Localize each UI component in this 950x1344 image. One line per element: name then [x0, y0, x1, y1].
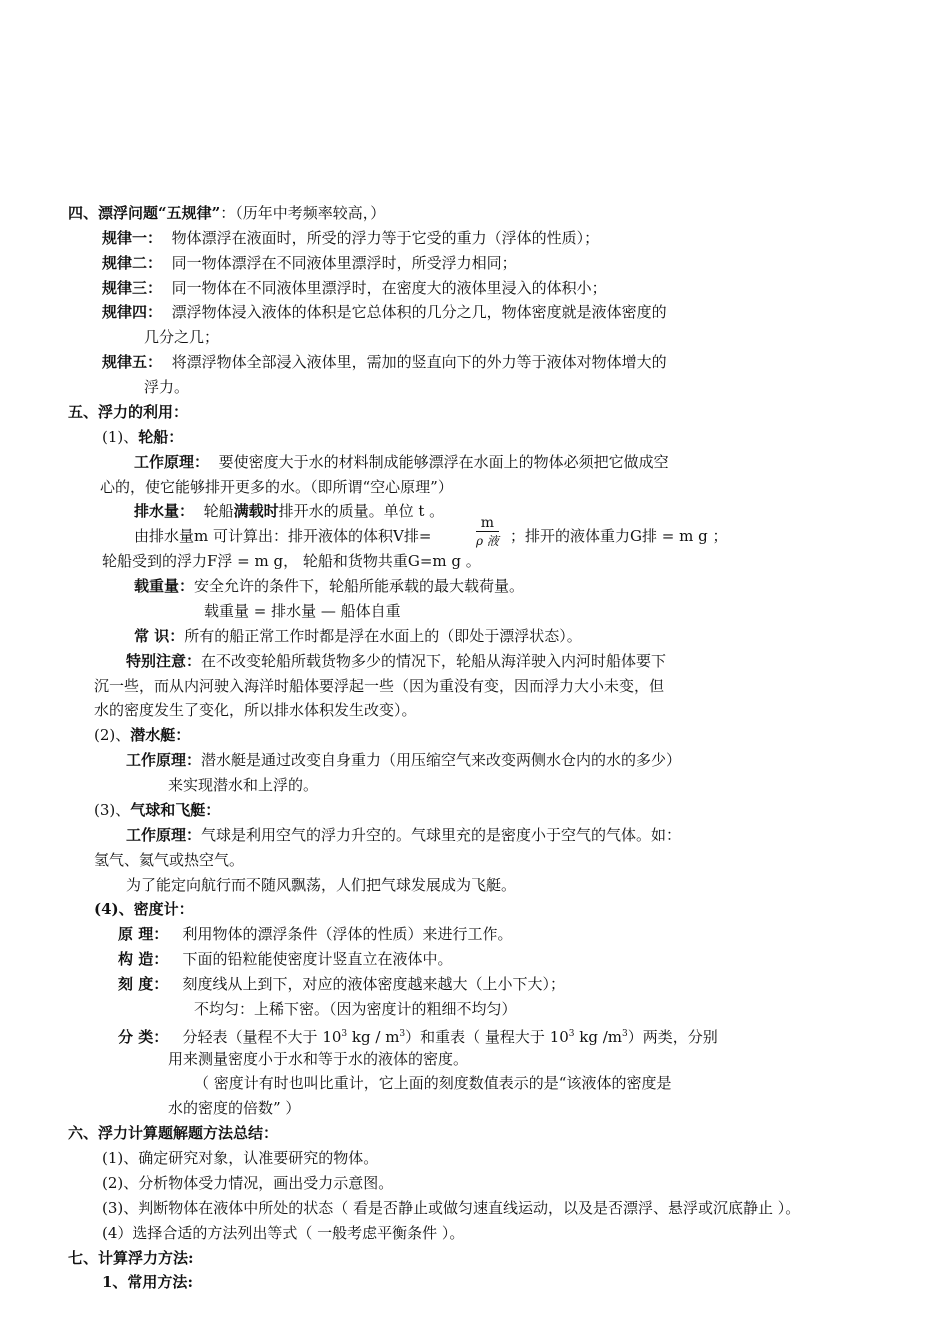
volume-fraction	[476, 515, 499, 549]
balloon-heading	[94, 800, 220, 820]
class-sup-2: 3	[399, 1029, 406, 1039]
step-2: (2)、分析物体受力情况，画出受力示意图。	[102, 1174, 394, 1192]
ship-principle-text: 要使密度大于水的材料制成能够漂浮在水面上的物体必须把它做成空	[218, 453, 669, 471]
rule-text: 漂浮物体浸入液体的体积是它总体积的几分之几，物体密度就是液体密度的	[171, 303, 667, 321]
ship-attention-continued-1: 沉一些，而从内河驶入海洋时船体要浮起一些（因为重没有变，因而浮力大小未变，但	[94, 677, 665, 695]
hydrometer-heading: (4)、密度计：	[94, 900, 194, 918]
hydrometer-scale-continued: 不均匀：上稀下密。（因为密度计的粗细不均匀）	[194, 1000, 517, 1018]
ship-load-formula: 载重量 = 排水量 — 船体自重	[204, 602, 401, 620]
hydrometer-scale	[118, 974, 565, 994]
hydrometer-build-text: 下面的铅粒能使密度计竖直立在液体中。	[182, 950, 453, 968]
ship-common-label: 常 识：	[134, 627, 185, 645]
sub-principle-continued: 来实现潜水和上浮的。	[168, 776, 319, 794]
ship-calc-line-1-tail: ；排开的液体重力G排 = m g ；	[510, 527, 728, 545]
ship-principle-continued: 心的，使它能够排开更多的水。（即所谓“空心原理”）	[100, 478, 453, 496]
rule-text: 同一物体漂浮在不同液体里漂浮时，所受浮力相同；	[171, 254, 517, 272]
ship-heading-text: 轮船：	[138, 428, 184, 446]
ship-heading-num: (1)、	[102, 428, 139, 446]
hydrometer-class	[118, 1024, 718, 1047]
hydrometer-note: （ 密度计有时也叫比重计，它上面的刻度数值表示的是“该液体的密度是	[194, 1074, 672, 1092]
rule-2	[102, 253, 517, 273]
class-text-b: kg / m	[347, 1028, 400, 1046]
hydrometer-scale-label: 刻 度：	[118, 975, 169, 993]
ship-displacement-pre: 轮船	[203, 502, 234, 520]
rule-label: 规律五：	[102, 353, 163, 371]
balloon-principle-continued: 氢气、氦气或热空气。	[94, 851, 245, 869]
fraction-denominator: ρ 液	[476, 534, 499, 548]
hydrometer-principle-label: 原 理：	[118, 925, 169, 943]
section-6-title: 六、浮力计算题解题方法总结：	[68, 1124, 279, 1142]
ship-common-text: 所有的船正常工作时都是浮在水面上的（即处于漂浮状态）。	[184, 627, 582, 645]
rule-3	[102, 278, 607, 298]
class-text-c: ）和重表（ 量程大于 10	[405, 1028, 569, 1046]
rule-label: 规律四：	[102, 303, 163, 321]
ship-displacement	[134, 501, 444, 521]
hydrometer-scale-text: 刻度线从上到下，对应的液体密度越来越大（上小下大）；	[182, 975, 566, 993]
balloon-airship: 为了能定向航行而不随风飘荡，人们把气球发展成为飞艇。	[126, 876, 517, 894]
ship-load-text: 安全允许的条件下，轮船所能承载的最大载荷量。	[194, 577, 525, 595]
class-sup-4: 3	[622, 1029, 628, 1039]
class-text-e: ）两类，分别	[627, 1028, 718, 1046]
ship-attention-label: 特别注意：	[126, 652, 202, 670]
hydrometer-build	[118, 949, 453, 969]
rule-5-continued: 浮力。	[144, 378, 190, 396]
rule-label: 规律二：	[102, 254, 163, 272]
rule-label: 规律三：	[102, 279, 163, 297]
ship-displacement-bold: 满载时	[233, 502, 279, 520]
step-4: (4）选择合适的方法列出等式（ 一般考虑平衡条件 ）。	[102, 1224, 465, 1242]
hydrometer-principle	[118, 924, 513, 944]
hydrometer-class-label: 分 类：	[118, 1028, 169, 1046]
sub-principle	[126, 750, 681, 770]
sub-heading-num: (2)、	[94, 726, 131, 744]
balloon-principle-label: 工作原理：	[126, 826, 202, 844]
section-4-title: 四、漂浮问题“五规律”	[68, 204, 221, 222]
ship-load-label: 载重量：	[134, 577, 195, 595]
rule-5	[102, 352, 667, 372]
sub-heading	[94, 725, 190, 745]
class-sup-1: 3	[341, 1029, 348, 1039]
class-sup-3: 3	[568, 1029, 575, 1039]
sub-principle-label: 工作原理：	[126, 751, 202, 769]
sub-heading-text: 潜水艇：	[130, 726, 191, 744]
sub-principle-text: 潜水艇是通过改变自身重力（用压缩空气来改变两侧水仓内的水的多少）	[201, 751, 682, 769]
balloon-heading-num: (3)、	[94, 801, 131, 819]
section-7-title: 七、计算浮力方法:	[68, 1249, 194, 1267]
rule-4	[102, 302, 667, 322]
section-4-heading	[68, 203, 385, 223]
ship-load	[134, 576, 524, 596]
hydrometer-note-continued: 水的密度的倍数” ）	[168, 1099, 301, 1117]
section-5-title: 五、浮力的利用：	[68, 403, 189, 421]
section-7-sub-1: 1、常用方法:	[102, 1273, 193, 1291]
rule-4-continued: 几分之几；	[144, 328, 220, 346]
ship-calc-line-2: 轮船受到的浮力F浮 = m g， 轮船和货物共重G=m g 。	[102, 552, 481, 570]
ship-displacement-label: 排水量：	[134, 502, 195, 520]
hydrometer-principle-text: 利用物体的漂浮条件（浮体的性质）来进行工作。	[182, 925, 513, 943]
rule-label: 规律一：	[102, 229, 163, 247]
balloon-principle-text: 气球是利用空气的浮力升空的。气球里充的是密度小于空气的气体。如：	[201, 826, 682, 844]
ship-heading	[102, 427, 183, 447]
hydrometer-build-label: 构 造：	[118, 950, 169, 968]
ship-calc-line-1: 由排水量m 可计算出：排开液体的体积V排=	[134, 527, 432, 545]
ship-attention-text: 在不改变轮船所载货物多少的情况下，轮船从海洋驶入内河时船体要下	[201, 652, 667, 670]
class-text-d: kg /m	[574, 1028, 623, 1046]
step-3: (3)、判断物体在液体中所处的状态（ 看是否静止或做匀速直线运动，以及是否漂浮、悬浮或沉底静止 ）。	[102, 1199, 801, 1217]
balloon-principle	[126, 825, 681, 845]
ship-common	[134, 626, 582, 646]
fraction-numerator: m	[476, 515, 499, 532]
rule-text: 物体漂浮在液面时，所受的浮力等于它受的重力（浮体的性质）；	[171, 229, 600, 247]
ship-principle-label: 工作原理：	[134, 453, 210, 471]
ship-displacement-post: 排开水的质量。单位 t 。	[278, 502, 445, 520]
ship-attention-continued-2: 水的密度发生了变化，所以排水体积发生改变）。	[94, 701, 417, 719]
step-1: (1)、确定研究对象，认准要研究的物体。	[102, 1149, 379, 1167]
ship-principle	[134, 452, 669, 472]
rule-text: 将漂浮物体全部浸入液体里，需加的竖直向下的外力等于液体对物体增大的	[171, 353, 667, 371]
hydrometer-class-continued: 用来测量密度小于水和等于水的液体的密度。	[168, 1050, 469, 1068]
class-text-a: 分轻表（量程不大于 10	[182, 1028, 342, 1046]
rule-text: 同一物体在不同液体里漂浮时，在密度大的液体里浸入的体积小；	[171, 279, 607, 297]
rule-1	[102, 228, 599, 248]
ship-attention	[126, 651, 666, 671]
section-4-note: ：（历年中考频率较高，）	[220, 204, 386, 222]
balloon-heading-text: 气球和飞艇：	[130, 801, 221, 819]
